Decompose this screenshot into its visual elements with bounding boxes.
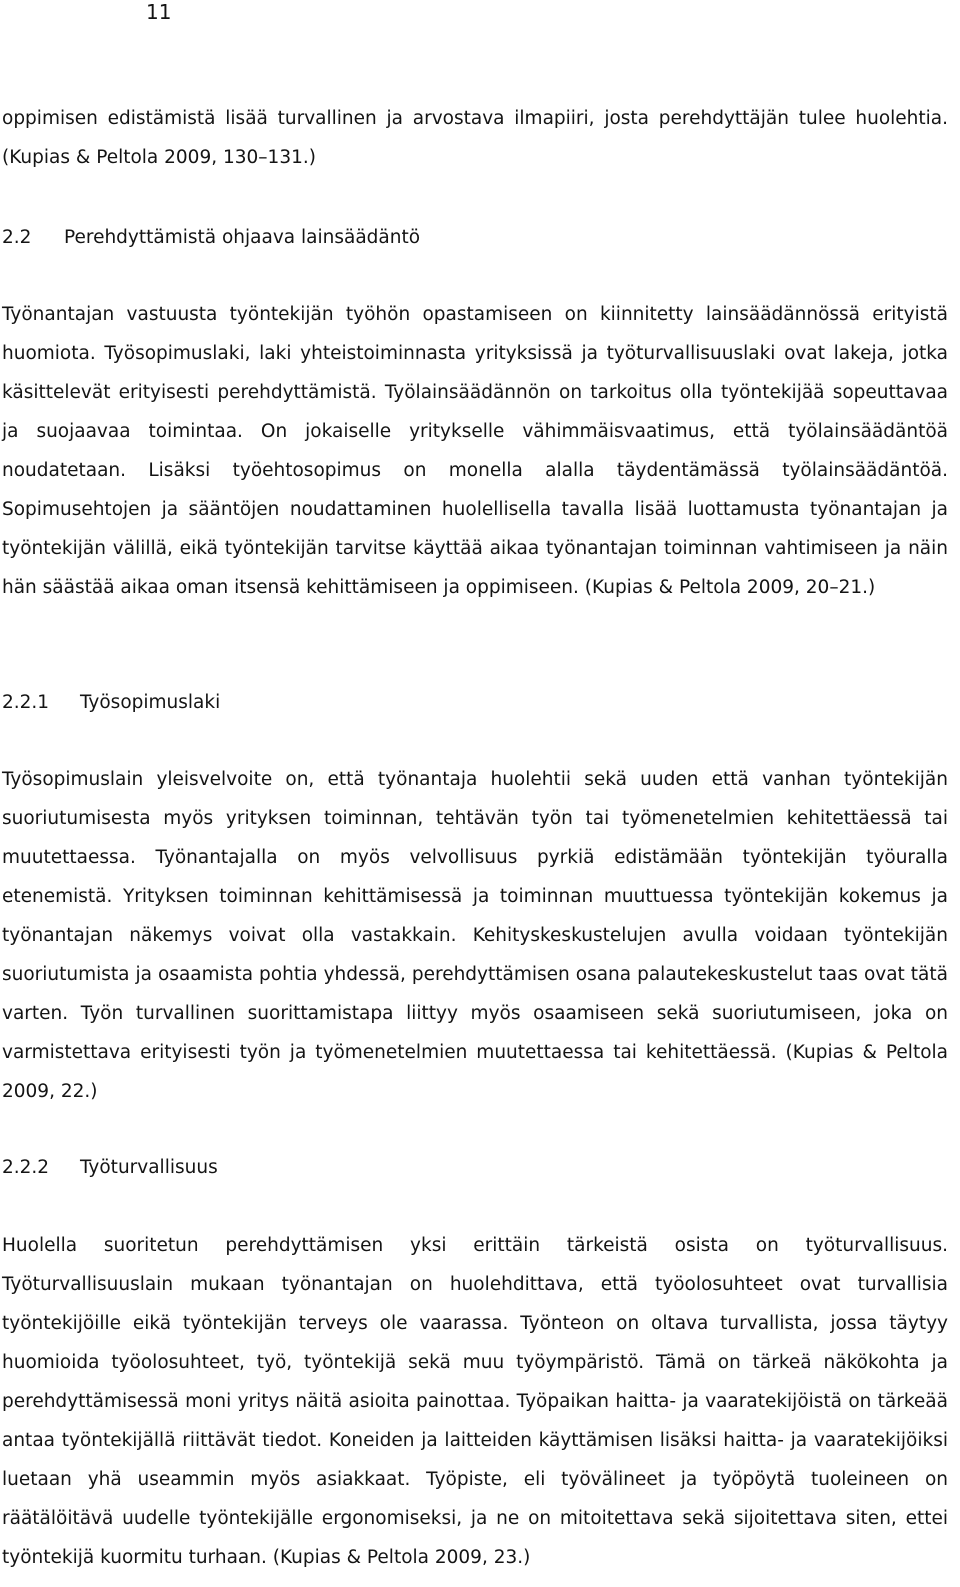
section-title: Työsopimuslaki (80, 692, 221, 713)
employment-contracts-act-paragraph: Työsopimuslain yleisvelvoite on, että työnantaja huolehtii sekä uuden että vanhan työntekijän suoriutumisesta myös yrityksen toiminnan, tehtävän työn tai työmenetelmien kehitettäessä tai muutettaessa. Työnantajalla on myös velvollisuus pyrkiä edistämään työntekijän työuralla etenemistä. Yrityksen toiminnan kehittämisessä ja toiminnan muuttuessa työntekijän kokemus ja työnantajan näkemys voivat olla vastakkain. Kehityskeskustelujen avulla voidaan työntekijän suoriutumista ja osaamista pohtia yhdessä, perehdyttämisen osana palautekeskustelut taas ovat tätä varten. Työn turvallinen suorittamistapa liittyy myös osaamiseen sekä suoriutumiseen, joka on varmistettava erityisesti työn ja työmenetelmien muutettaessa tai kehitettäessä. (Kupias & Peltola 2009, 22.) (2, 769, 948, 1102)
section-heading-employment-contracts-act (2, 683, 220, 722)
intro-paragraph: oppimisen edistämistä lisää turvallinen ja arvostava ilmapiiri, josta perehdyttäjän tulee huolehtia. (Kupias & Peltola 2009, 130–131.) (2, 108, 948, 168)
section-heading-legislation (2, 218, 420, 257)
section-number: 2.2.1 (2, 692, 50, 713)
legislation-paragraph: Työnantajan vastuusta työntekijän työhön opastamiseen on kiinnitetty lainsäädännössä erityistä huomiota. Työsopimuslaki, laki yhteistoiminnasta yrityksissä ja työturvallisuuslaki ovat lakeja, jotka käsittelevät erityisesti perehdyttämistä. Työlainsäädännön on tarkoitus olla työntekijää sopeuttavaa ja suojaavaa toimintaa. On jokaiselle yritykselle vähimmäisvaatimus, että työlainsäädäntöä noudatetaan. Lisäksi työehtosopimus on monella alalla täydentämässä työlainsäädäntöä. Sopimusehtojen ja sääntöjen noudattaminen huolellisella tavalla lisää luottamusta työnantajan ja työntekijän välillä, eikä työntekijän tarvitse käyttää aikaa työnantajan toiminnan vahtimiseen ja näin hän säästää aikaa oman itsensä kehittämiseen ja oppimiseen. (Kupias & Peltola 2009, 20–21.) (2, 304, 948, 598)
section-number: 2.2 (2, 227, 32, 248)
section-title: Perehdyttämistä ohjaava lainsäädäntö (64, 227, 421, 248)
section-heading-occupational-safety (2, 1148, 218, 1187)
page-number: 11 (146, 0, 172, 24)
section-number: 2.2.2 (2, 1157, 50, 1178)
section-title: Työturvallisuus (80, 1157, 218, 1178)
occupational-safety-paragraph: Huolella suoritetun perehdyttämisen yksi erittäin tärkeistä osista on työturvallisuus. Työturvallisuuslain mukaan työnantajan on huolehdittava, että työolosuhteet ovat turvallisia työntekijöille eikä työntekijän terveys ole vaarassa. Työnteon on oltava turvallista, jossa täytyy huomioida työolosuhteet, työ, työntekijä sekä muu työympäristö. Tämä on tärkeä näkökohta ja perehdyttämisessä moni yritys näitä asioita painottaa. Työpaikan haitta- ja vaaratekijöistä on tärkeää antaa työntekijällä riittävät tiedot. Koneiden ja laitteiden käyttämisen lisäksi haitta- ja vaaratekijöiksi luetaan yhä useammin myös asiakkaat. Työpiste, eli työvälineet ja työpöytä tuoleineen on räätälöitävä uudelle työntekijälle ergonomiseksi, ja ne on mitoitettava sekä sijoitettava siten, ettei työntekijä kuormitu turhaan. (Kupias & Peltola 2009, 23.) (2, 1235, 948, 1568)
